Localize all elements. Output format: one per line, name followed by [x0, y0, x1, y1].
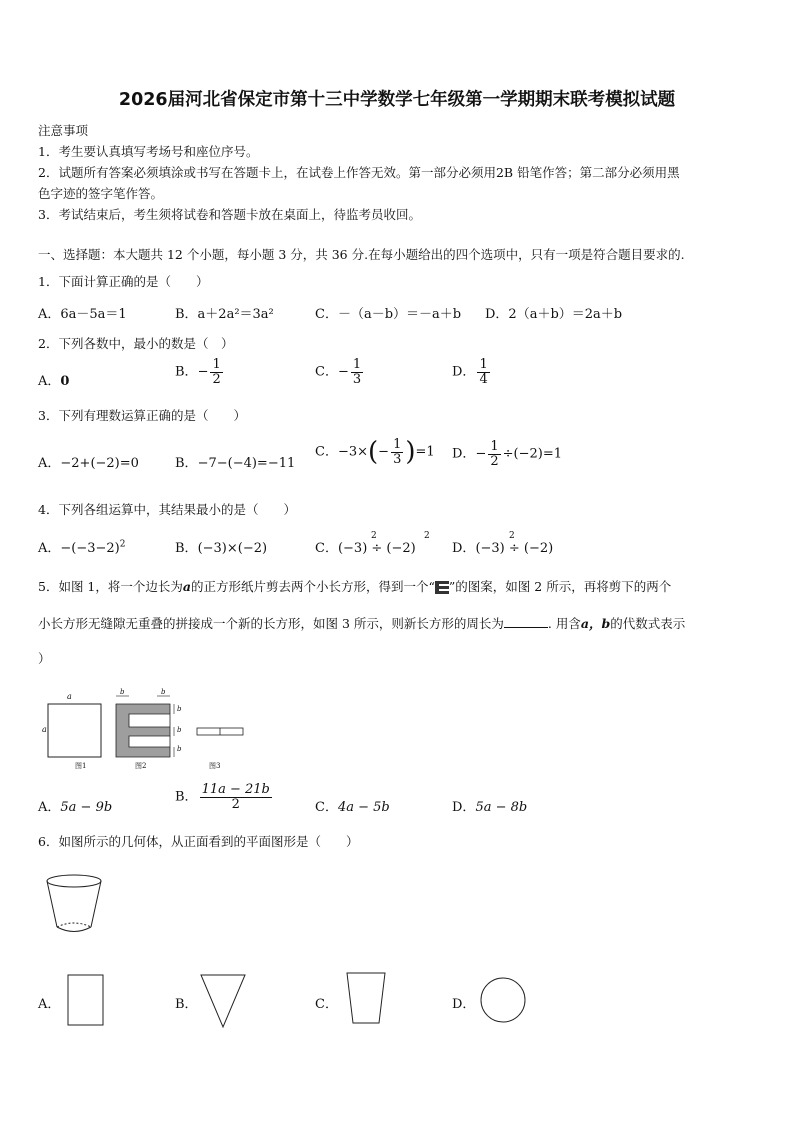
expression-post: ÷(−2)=1 — [502, 446, 562, 462]
q6-option-a-rectangle — [67, 974, 105, 1026]
notice-item-3: 3．考试结束后，考生须将试卷和答题卡放在桌面上，待监考员收回。 — [38, 207, 421, 222]
sign: − — [197, 364, 209, 380]
rectangle-shape — [68, 975, 103, 1025]
left-edge — [47, 881, 57, 927]
answer-blank — [504, 615, 548, 628]
sign: − — [337, 364, 349, 380]
notice-item-2-cont: 色字迹的签字笔作答。 — [38, 186, 164, 201]
expression: 4a − 5b — [337, 800, 390, 815]
text: 5．如图 1，将一个边长为 — [38, 579, 183, 594]
option-label: C． — [315, 444, 338, 460]
paren-left: ( — [368, 437, 379, 467]
expression: (−3) ÷ (−2) — [337, 541, 416, 556]
expression: −2+(−2)=0 — [60, 456, 139, 471]
bottom-hidden-arc — [57, 923, 91, 927]
q2-option-a — [38, 370, 69, 389]
expression-pre: − — [475, 446, 487, 462]
q3-option-d — [452, 440, 562, 468]
q3-option-b — [175, 452, 295, 471]
expression: 5a − 8b — [475, 800, 528, 815]
option-label: B． — [175, 364, 198, 380]
inverted-triangle-shape — [201, 975, 245, 1027]
fig3-caption: 图3 — [209, 762, 221, 770]
notice-item-2: 2．试题所有答案必须填涂或书写在答题卡上，在试卷上作答无效。第一部分必须用2B 铅笔作答；第二部分必须用黑 — [38, 165, 680, 180]
q4-c-exponent-2: 2 — [424, 531, 430, 541]
fraction — [488, 440, 500, 468]
numerator: 11a − 21b — [201, 782, 270, 797]
q3-option-c — [315, 437, 435, 467]
option-label: D． — [452, 541, 476, 556]
option-label: A． — [38, 374, 61, 389]
expression-pre: −3× — [337, 444, 369, 460]
denominator: 2 — [490, 453, 499, 469]
fig1-caption: 图1 — [75, 762, 87, 770]
variables-ab: a，b — [580, 616, 611, 631]
fig2-label-b: b — [177, 726, 182, 734]
bottom-front-arc — [57, 927, 91, 932]
q1-option-c: C．－（a－b）＝－a＋b — [315, 307, 462, 322]
text: 的正方形纸片剪去两个小长方形，得到一个“ — [191, 579, 435, 594]
q4-option-d — [452, 537, 553, 556]
q1-option-b: B．a＋2a²＝3a² — [175, 307, 274, 322]
q1-stem: 1．下面计算正确的是（ ） — [38, 274, 209, 289]
q5-option-d — [452, 796, 527, 815]
q4-option-b — [175, 537, 267, 556]
q4-c-exponent-1: 2 — [371, 531, 377, 541]
expression: 5a − 9b — [60, 800, 113, 815]
expression-post: =1 — [415, 444, 435, 460]
page-title: 2026届河北省保定市第十三中学数学七年级第一学期期末联考模拟试题 — [118, 90, 676, 110]
q5-line-3: ） — [38, 651, 51, 666]
inner-sign: − — [378, 444, 390, 460]
denominator: 2 — [231, 796, 240, 812]
q6-option-b-label: B． — [175, 997, 198, 1012]
q5-option-c — [315, 796, 390, 815]
exponent: 2 — [119, 539, 126, 550]
cut-square-figure — [116, 704, 170, 757]
fraction — [391, 438, 403, 466]
option-label: B． — [175, 789, 198, 805]
option-label: A． — [38, 541, 61, 556]
option-label: D． — [452, 800, 476, 815]
q5-option-a — [38, 796, 112, 815]
denominator: 2 — [212, 371, 221, 387]
fig1-label-a-side: a — [42, 725, 47, 734]
square-figure — [48, 704, 101, 757]
circle-shape — [481, 978, 525, 1022]
fig2-label-b: b — [177, 745, 182, 753]
q6-option-a-label: A． — [38, 997, 61, 1012]
option-label: C． — [315, 364, 338, 380]
fig2-label-b: b — [120, 688, 125, 696]
expression: (−3) ÷ (−2) — [475, 541, 554, 556]
option-label: A． — [38, 800, 61, 815]
fig2-label-b: b — [161, 688, 166, 696]
expression: −(−3−2) — [60, 541, 120, 556]
option-value: 0 — [60, 374, 70, 389]
q6-stem: 6．如图所示的几何体，从正面看到的平面图形是（ ） — [38, 834, 359, 849]
q2-stem: 2．下列各数中，最小的数是（ ） — [38, 336, 234, 351]
text: 小长方形无缝隙无重叠的拼接成一个新的长方形，如图 3 所示，则新长方形的周长为 — [38, 616, 504, 631]
option-label: A． — [38, 456, 61, 471]
section-heading: 一、选择题：本大题共 12 个小题，每小题 3 分，共 36 分.在每小题给出的四个选项中，只有一项是符合题目要求的. — [38, 247, 685, 262]
q3-stem: 3．下列有理数运算正确的是（ ） — [38, 408, 246, 423]
text: 的代数式表示 — [610, 616, 686, 631]
fraction — [210, 358, 222, 386]
q5-line-2 — [38, 614, 685, 632]
top-ellipse — [47, 875, 101, 887]
fig2-label-b: b — [177, 705, 182, 713]
trapezoid-shape — [347, 973, 385, 1023]
q6-option-c-trapezoid — [346, 972, 386, 1024]
fraction — [200, 783, 272, 811]
text: ”的图案，如图 2 所示，再将剪下的两个 — [448, 579, 672, 594]
q4-option-c — [315, 537, 416, 556]
q6-option-b-triangle — [200, 974, 246, 1028]
variable-a: a — [182, 579, 191, 594]
numerator: 1 — [490, 439, 499, 454]
q2-option-b — [175, 358, 225, 386]
q3-option-a — [38, 452, 139, 471]
fraction — [351, 358, 363, 386]
q2-option-c — [315, 358, 365, 386]
fig2-caption: 图2 — [135, 762, 147, 770]
numerator: 1 — [352, 357, 362, 372]
q1-option-a: A．6a－5a＝1 — [38, 307, 127, 322]
numerator: 1 — [479, 357, 488, 372]
q6-option-d-label: D． — [452, 997, 476, 1012]
numerator: 1 — [212, 357, 221, 372]
q1-option-d: D．2（a＋b）＝2a＋b — [485, 307, 623, 322]
g-shape-icon — [435, 581, 449, 594]
text: . 用含 — [547, 616, 581, 631]
option-label: B． — [175, 456, 198, 471]
expression: (−3)×(−2) — [197, 541, 268, 556]
notice-heading: 注意事项 — [38, 123, 89, 138]
option-label: B． — [175, 541, 198, 556]
option-label: C． — [315, 800, 338, 815]
option-label: D． — [452, 446, 476, 462]
cup-solid-figure — [45, 874, 107, 936]
option-label: C． — [315, 541, 338, 556]
q4-stem: 4．下列各组运算中，其结果最小的是（ ） — [38, 502, 296, 517]
denominator: 3 — [352, 371, 362, 387]
q4-d-exponent: 2 — [509, 531, 515, 541]
paren-right: ) — [405, 437, 416, 467]
q2-option-d — [452, 358, 492, 386]
expression: −7−(−4)=−11 — [197, 456, 296, 471]
fig1-label-a-top: a — [67, 692, 72, 701]
denominator: 4 — [479, 371, 488, 387]
fraction — [477, 358, 489, 386]
option-label: D． — [452, 364, 476, 380]
q4-option-a — [38, 537, 126, 556]
q5-line-1 — [38, 577, 671, 595]
q5-option-b — [175, 783, 274, 811]
numerator: 1 — [393, 436, 402, 452]
notice-item-1: 1．考生要认真填写考场号和座位序号。 — [38, 144, 259, 159]
q6-option-d-circle — [479, 976, 527, 1024]
right-edge — [91, 881, 101, 927]
q6-option-c-label: C． — [315, 997, 338, 1012]
denominator: 3 — [393, 451, 402, 467]
